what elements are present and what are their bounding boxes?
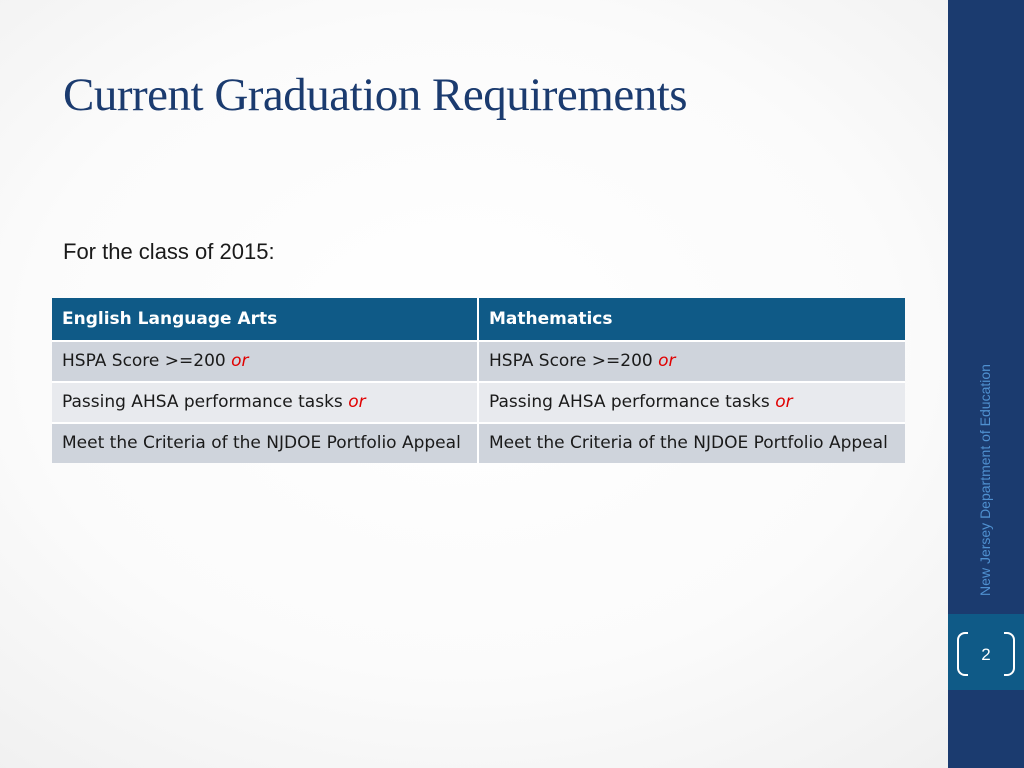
table-cell — [478, 423, 905, 463]
page-number: 2 — [981, 645, 991, 664]
organization-label: New Jersey Department of Education — [977, 364, 993, 596]
cell-text: HSPA Score >=200 — [62, 351, 226, 371]
intro-text: For the class of 2015: — [63, 239, 275, 264]
or-emphasis: or — [775, 392, 793, 412]
cell-text: HSPA Score >=200 — [489, 351, 653, 371]
table-row — [52, 382, 905, 423]
page-number-box — [948, 614, 1024, 690]
table-row — [52, 423, 905, 463]
header-ela: English Language Arts — [52, 298, 478, 341]
table-cell — [52, 382, 478, 423]
table-header-row — [52, 298, 905, 341]
slide-title: Current Graduation Requirements — [63, 69, 688, 121]
requirements-table — [52, 298, 905, 463]
or-emphasis: or — [658, 351, 676, 371]
or-emphasis: or — [231, 351, 249, 371]
table-cell — [478, 341, 905, 382]
table-cell — [478, 382, 905, 423]
table-row — [52, 341, 905, 382]
header-math: Mathematics — [478, 298, 905, 341]
cell-text: Meet the Criteria of the NJDOE Portfolio Appeal — [62, 433, 461, 453]
cell-text: Passing AHSA performance tasks — [489, 392, 770, 412]
cell-text: Meet the Criteria of the NJDOE Portfolio Appeal — [489, 433, 888, 453]
cell-text: Passing AHSA performance tasks — [62, 392, 343, 412]
table-cell — [52, 341, 478, 382]
table-cell — [52, 423, 478, 463]
or-emphasis: or — [348, 392, 366, 412]
